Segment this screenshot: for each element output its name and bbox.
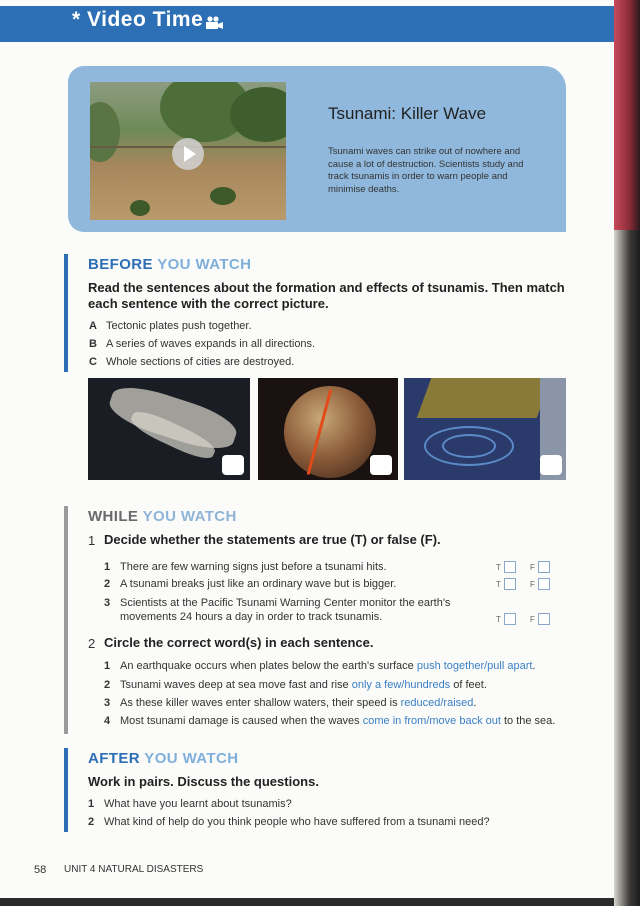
task1-item-text: There are few warning signs just before a tsunami hits. xyxy=(120,561,387,573)
before-item-label-c: C xyxy=(89,356,97,368)
picture-2-answer-box[interactable] xyxy=(370,455,392,475)
word-choice[interactable]: come in from/move back out xyxy=(362,715,501,727)
after-section-bar xyxy=(64,748,68,832)
before-item-text-a: Tectonic plates push together. xyxy=(106,320,252,332)
video-camera-icon xyxy=(204,16,224,30)
after-heading: AFTER YOU WATCH xyxy=(88,750,239,767)
unit-label: UNIT 4 NATURAL DISASTERS xyxy=(64,864,204,875)
after-item-number: 2 xyxy=(88,816,95,828)
before-item-text-c: Whole sections of cities are destroyed. xyxy=(106,356,295,368)
before-item-text-b: A series of waves expands in all directions. xyxy=(106,338,316,350)
task1-item-number: 3 xyxy=(104,597,111,609)
false-checkbox[interactable] xyxy=(538,578,550,590)
after-item-number: 1 xyxy=(88,798,95,810)
after-item-text: What kind of help do you think people who have suffered from a tsunami need? xyxy=(104,816,490,828)
task1-item-number: 2 xyxy=(104,578,111,590)
task1-item-text-continued: movements 24 hours a day in order to track tsunamis. xyxy=(120,611,383,623)
false-checkbox[interactable] xyxy=(538,561,550,573)
false-label: F xyxy=(530,580,535,589)
video-title: Tsunami: Killer Wave xyxy=(328,104,487,123)
task1-item-text: Scientists at the Pacific Tsunami Warning Center monitor the earth's xyxy=(120,597,451,609)
task1-instruction: Decide whether the statements are true (T) or false (F). xyxy=(104,532,441,547)
task2-instruction: Circle the correct word(s) in each sentence. xyxy=(104,635,374,650)
picture-3-answer-box[interactable] xyxy=(540,455,562,475)
task2-item-number: 2 xyxy=(104,679,111,691)
after-item-text: What have you learnt about tsunamis? xyxy=(104,798,292,810)
true-label: T xyxy=(496,563,501,572)
after-instruction: Work in pairs. Discuss the questions. xyxy=(88,774,319,789)
while-heading: WHILE YOU WATCH xyxy=(88,508,237,525)
true-label: T xyxy=(496,615,501,624)
before-heading: BEFORE YOU WATCH xyxy=(88,256,252,273)
task2-item-sentence: Tsunami waves deep at sea move fast and rise only a few/hundreds of feet. xyxy=(120,679,487,691)
true-checkbox[interactable] xyxy=(504,561,516,573)
true-label: T xyxy=(496,580,501,589)
task2-number: 2 xyxy=(88,636,96,651)
task2-item-number: 4 xyxy=(104,715,111,727)
spine-color-band xyxy=(614,0,640,230)
task2-item-sentence: As these killer waves enter shallow waters, their speed is reduced/raised. xyxy=(120,697,477,709)
true-checkbox[interactable] xyxy=(504,613,516,625)
false-label: F xyxy=(530,615,535,624)
task1-item-number: 1 xyxy=(104,561,111,573)
task1-item-text: A tsunami breaks just like an ordinary wave but is bigger. xyxy=(120,578,397,590)
before-instruction: Read the sentences about the formation and effects of tsunamis. Then match each sentence with the correct picture. xyxy=(88,280,565,311)
word-choice[interactable]: only a few/hundreds xyxy=(351,679,451,691)
false-label: F xyxy=(530,563,535,572)
word-choice[interactable]: push together/pull apart xyxy=(416,660,533,672)
page-title: * Video Time xyxy=(72,8,204,31)
before-item-label-a: A xyxy=(89,320,97,332)
while-section-bar xyxy=(64,506,68,734)
task2-item-sentence: An earthquake occurs when plates below the earth's surface push together/pull apart. xyxy=(120,660,536,672)
before-section-bar xyxy=(64,254,68,372)
video-description: Tsunami waves can strike out of nowhere and cause a lot of destruction. Scientists study and track tsunamis in order to warn people and minimise deaths. xyxy=(328,146,524,195)
false-checkbox[interactable] xyxy=(538,613,550,625)
task2-item-number: 3 xyxy=(104,697,111,709)
play-icon xyxy=(184,146,196,162)
task1-number: 1 xyxy=(88,533,96,548)
word-choice[interactable]: reduced/raised xyxy=(400,697,474,709)
picture-1-answer-box[interactable] xyxy=(222,455,244,475)
task2-item-number: 1 xyxy=(104,660,111,672)
before-item-label-b: B xyxy=(89,338,97,350)
task2-item-sentence: Most tsunami damage is caused when the waves come in from/move back out to the sea. xyxy=(120,715,556,727)
true-checkbox[interactable] xyxy=(504,578,516,590)
page-number: 58 xyxy=(34,864,47,876)
